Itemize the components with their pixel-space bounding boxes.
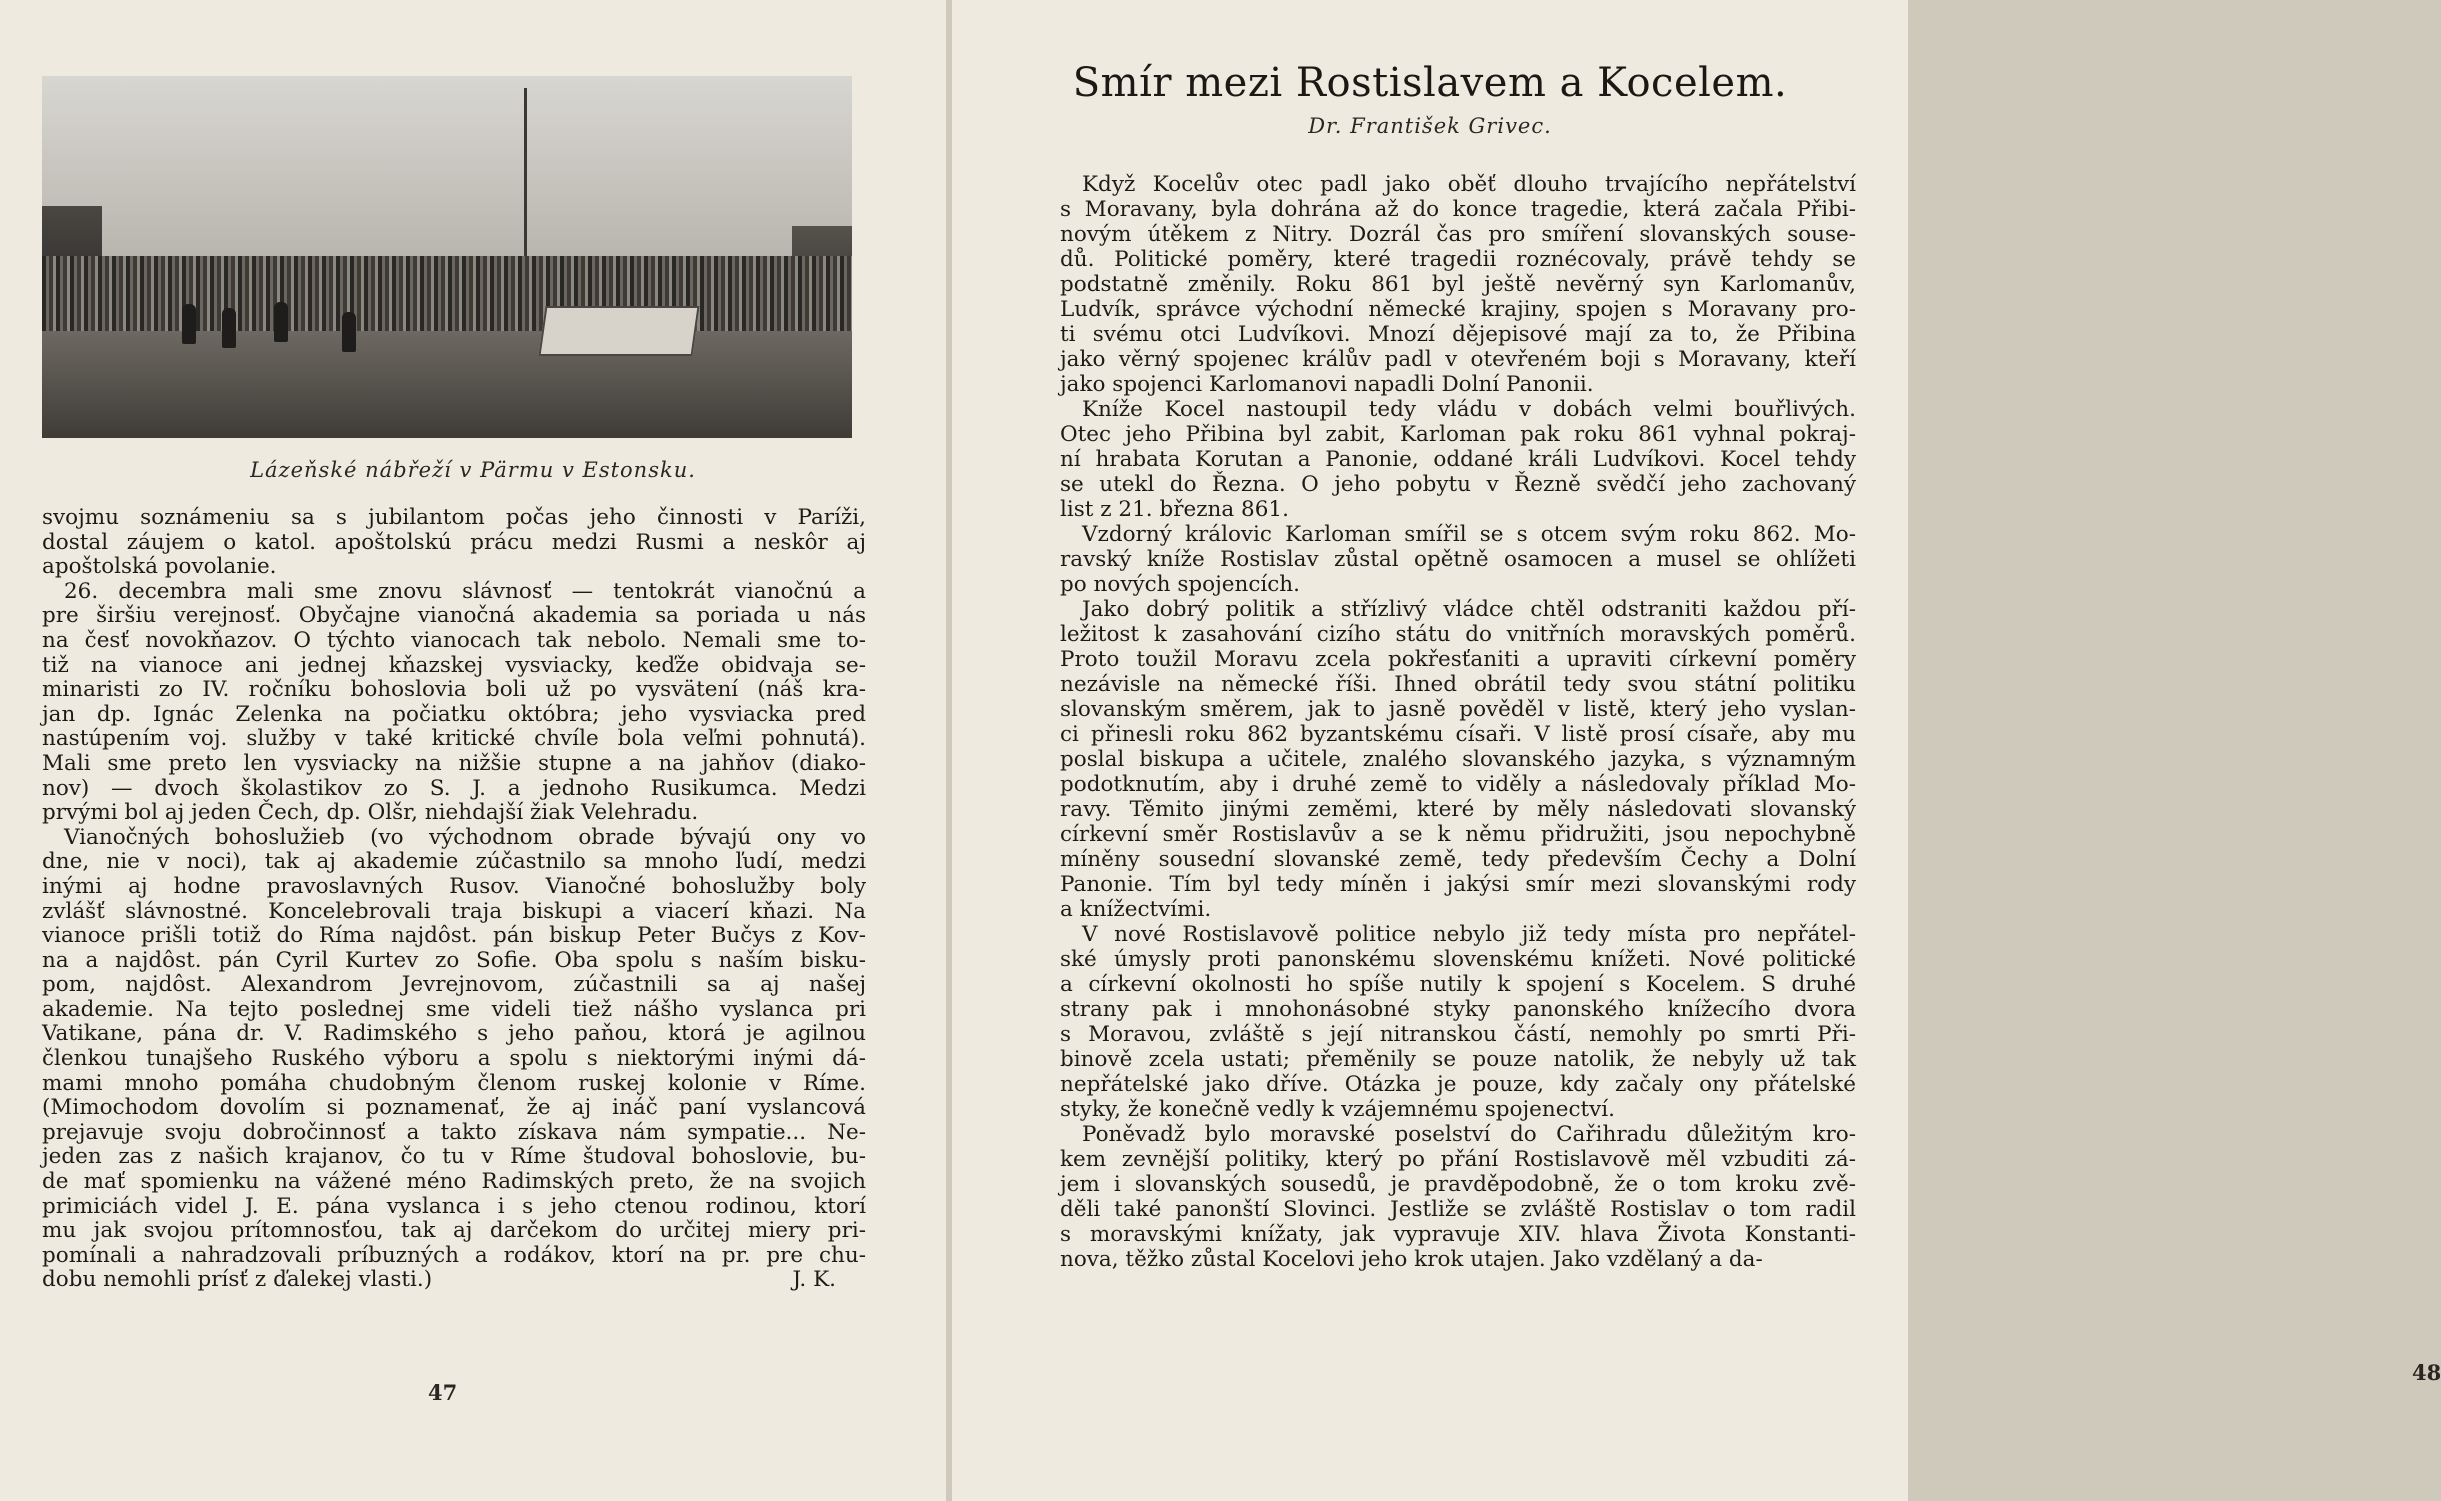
text-line: nezávisle na německé říši. Ihned obrátil tedy svou státní politiku [1060, 672, 1856, 697]
text-line: mami mnoho pomáha chudobným členom ruskej kolonie v Ríme. [42, 1070, 866, 1096]
text-line: kem zevnější politiky, který po přání Rostislavově měl vzbuditi zá- [1060, 1147, 1856, 1172]
text-line: Proto toužil Moravu zcela pokřesťaniti a upraviti církevní poměry [1060, 647, 1856, 672]
photo-figure [274, 302, 288, 342]
photo-caption: Lázeňské nábřeží v Pärmu v Estonsku. [250, 458, 696, 482]
text-line: tiž na vianoce ani jednej kňazskej vysviacky, keďže obidvaja se- [42, 652, 866, 678]
text-line: ci přinesli roku 862 byzantskému císaři. V listě prosí císaře, aby mu [1060, 722, 1856, 747]
text-line: binově zcela ustati; přeměnily se pouze natolik, že nebyly už tak [1060, 1047, 1856, 1072]
text-line: nov) — dvoch školastikov zo S. J. a jednoho Rusikumca. Medzi [42, 775, 866, 801]
text-line: 26. decembra mali sme znovu slávnosť — tentokrát vianočnú a [64, 578, 866, 604]
text-line: zvlášť slávnostné. Koncelebrovali traja biskupi a viacerí kňazi. Na [42, 898, 866, 924]
right-page [952, 0, 2441, 1501]
photo-figure [342, 312, 356, 352]
text-line: Jako dobrý politik a střízlivý vládce chtěl odstraniti každou pří- [1082, 597, 1856, 622]
text-line: de mať spomienku na vážené méno Radimských preto, že na svojich [42, 1169, 866, 1195]
text-line: V nové Rostislavově politice nebylo již tedy místa pro nepřátel- [1082, 922, 1856, 947]
text-line: podotknutím, aby i druhé země to viděly a následovaly příklad Mo- [1060, 772, 1856, 797]
text-line: list z 21. března 861. [1060, 497, 1289, 522]
text-line: pom, najdôst. Alexandrom Jevrejnovom, zúčastnili sa aj našej [42, 972, 866, 998]
signature: J. K. [792, 1267, 836, 1293]
left-body-text [42, 506, 866, 1293]
text-line: jako spojenci Karlomanovi napadli Dolní Panonii. [1060, 372, 1594, 397]
text-line: mu jak svojou prítomnosťou, tak aj darčekom do určitej miery pri- [42, 1218, 866, 1244]
article-author: Dr. František Grivec. [1308, 114, 1552, 138]
text-line: Ludvík, správce východní německé krajiny, spojen s Moravany pro- [1060, 297, 1856, 322]
text-line: primiciách videl J. E. pána vyslanca i s jeho ctenou rodinou, ktorí [42, 1193, 866, 1219]
text-line: novým útěkem z Nitry. Dozrál čas pro smíření slovanských souse- [1060, 222, 1856, 247]
article-title: Smír mezi Rostislavem a Kocelem. [1072, 60, 1788, 106]
text-line: se utekl do Řezna. O jeho pobytu v Řezně svědčí jeho zachovaný [1060, 472, 1856, 497]
text-line: Mali sme preto len vysviacky na nižšie stupne a na jahňov (diako- [42, 750, 866, 776]
photo-figure [222, 308, 236, 348]
text-line: minaristi zo IV. ročníku bohoslovia boli už po vysvätení (náš kra- [42, 677, 866, 703]
left-page [0, 0, 946, 1501]
text-line: Vzdorný královic Karloman smířil se s otcem svým roku 862. Mo- [1082, 522, 1856, 547]
text-line: prejavuje svoju dobročinnosť a takto získava nám sympatie... Ne- [42, 1119, 866, 1145]
text-line: Vianočných bohoslužieb (vo východnom obrade bývajú ony vo [64, 824, 866, 850]
text-line: církevní směr Rostislavův a se k němu přidružiti, jsou nepochybně [1060, 822, 1856, 847]
text-line: prvými bol aj jeden Čech, dp. Olšr, niehdajší žiak Velehradu. [42, 800, 699, 826]
photo-figure [182, 304, 196, 344]
text-line: ravy. Těmito jinými zeměmi, které by měly následovati slovanský [1060, 797, 1856, 822]
text-line: členkou tunajšeho Ruského výboru a spolu s niektorými inými dá- [42, 1046, 866, 1072]
text-line: s Moravany, byla dohrána až do konce tragedie, která začala Přibi- [1060, 197, 1856, 222]
text-line: po nových spojencích. [1060, 572, 1300, 597]
text-line: svojmu soznámeniu sa s jubilantom počas jeho činnosti v Paríži, [42, 505, 866, 530]
text-line: pomínali a nahradzovali príbuzných a rodákov, ktorí na pr. pre chu- [42, 1242, 866, 1268]
text-line: ravský kníže Rostislav zůstal opětně osamocen a musel se ohlížeti [1060, 547, 1856, 572]
right-body-text [1060, 172, 1856, 1272]
text-line: nastúpením voj. služby v také kritické chvíle bola veľmi pohnutá). [42, 726, 866, 752]
text-line: dne, nie v noci), tak aj akademie zúčastnilo sa mnoho ľudí, medzi [42, 849, 866, 875]
photo-crowd [42, 256, 852, 336]
text-line: vianoce prišli totiž do Ríma najdôst. pán biskup Peter Bučys z Kov- [42, 923, 866, 949]
text-line: Otec jeho Přibina byl zabit, Karloman pak roku 861 vyhnal pokraj- [1060, 422, 1856, 447]
text-line: pre širšiu verejnosť. Obyčajne vianočná akademia sa poriada u nás [42, 603, 866, 629]
text-line: na a najdôst. pán Cyril Kurtev zo Sofie. Oba spolu s naším bisku- [42, 947, 866, 973]
text-line: slovanským směrem, jak to jasně pověděl v listě, který jeho vyslan- [1060, 697, 1856, 722]
text-line: podstatně změnily. Roku 861 byl ještě nevěrný syn Karlomanův, [1060, 272, 1856, 297]
text-line: inými aj hodne pravoslavných Rusov. Vianočné bohoslužby boly [42, 873, 866, 899]
text-line: Panonie. Tím byl tedy míněn i jakýsi smír mezi slovanskými rody [1060, 872, 1856, 897]
photo-bench [538, 306, 699, 356]
text-line: dů. Politické poměry, které tragedii roznécovaly, právě tehdy se [1060, 247, 1856, 272]
text-line: akademie. Na tejto poslednej sme videli tiež nášho vyslanca pri [42, 996, 866, 1022]
text-line: ležitost k zasahování cizího státu do vnitřních moravských poměrů. [1060, 622, 1856, 647]
text-line: styky, že konečně vedly k vzájemnému spojenectví. [1060, 1097, 1615, 1122]
text-line: jem i slovanských sousedů, je pravděpodobně, že o tom kroku zvě- [1060, 1172, 1856, 1197]
photo-sky [42, 76, 852, 266]
text-line: poslal biskupa a učitele, znalého slovanského jazyka, s významným [1060, 747, 1856, 772]
text-line: Když Kocelův otec padl jako oběť dlouho trvajícího nepřátelství [1082, 172, 1856, 197]
promenade-photo [42, 76, 852, 438]
text-line: nova, těžko zůstal Kocelovi jeho krok utajen. Jako vzdělaný a da- [1060, 1247, 1763, 1272]
text-line: děli také panonští Slovinci. Jestliže se zvláště Rostislav o tom radil [1060, 1197, 1856, 1222]
text-line: jeden zas z našich krajanov, čo tu v Ríme študoval bohoslovie, bu- [42, 1144, 866, 1170]
text-line: na česť novokňazov. O týchto vianocach tak nebolo. Nemali sme to- [42, 627, 866, 653]
text-line: Kníže Kocel nastoupil tedy vládu v dobách velmi bouřlivých. [1082, 397, 1856, 422]
text-line [42, 1268, 866, 1293]
text-line: Poněvadž bylo moravské poselství do Cařihradu důležitým kro- [1082, 1122, 1856, 1147]
page-number-left: 47 [428, 1380, 458, 1405]
text-line: míněny sousední slovanské země, tedy především Čechy a Dolní [1060, 847, 1856, 872]
text-line: nepřátelské jako dříve. Otázka je pouze, kdy začaly ony přátelské [1060, 1072, 1856, 1097]
text-line: ské úmysly proti panonskému slovenskému knížeti. Nové politické [1060, 947, 1856, 972]
photo-ground [42, 331, 852, 438]
text-line: (Mimochodom dovolím si poznamenať, že aj ináč paní vyslancová [42, 1095, 866, 1121]
page-number-right: 48 [2412, 1360, 2441, 1385]
text-line: dostal záujem o katol. apoštolskú prácu medzi Rusmi a neskôr aj [42, 529, 866, 555]
text-line: s moravskými knížaty, jak vypravuje XIV. hlava Života Konstanti- [1060, 1222, 1856, 1247]
text-line: strany pak i mnohonásobné styky panonského knížecího dvora [1060, 997, 1856, 1022]
text-line: a knížectvími. [1060, 897, 1212, 922]
text-line-content: dobu nemohli prísť z ďalekej vlasti.) [42, 1267, 433, 1293]
text-line: jan dp. Ignác Zelenka na počiatku októbra; jeho vysviacka pred [42, 701, 866, 727]
text-line: Vatikane, pána dr. V. Radimského s jeho paňou, ktorá je agilnou [42, 1021, 866, 1047]
text-line: ní hrabata Korutan a Panonie, oddané králi Ludvíkovi. Kocel tehdy [1060, 447, 1856, 472]
text-line: ti svému otci Ludvíkovi. Mnozí dějepisové mají za to, že Přibina [1060, 322, 1856, 347]
text-line: jako věrný spojenec králův padl v otevřeném boji s Moravany, kteří [1060, 347, 1856, 372]
text-line: a církevní okolnosti ho spíše nutily k spojení s Kocelem. S druhé [1060, 972, 1856, 997]
text-line: s Moravou, zvláště s její nitranskou částí, nemohly po smrti Při- [1060, 1022, 1856, 1047]
text-line: apoštolská povolanie. [42, 554, 277, 580]
